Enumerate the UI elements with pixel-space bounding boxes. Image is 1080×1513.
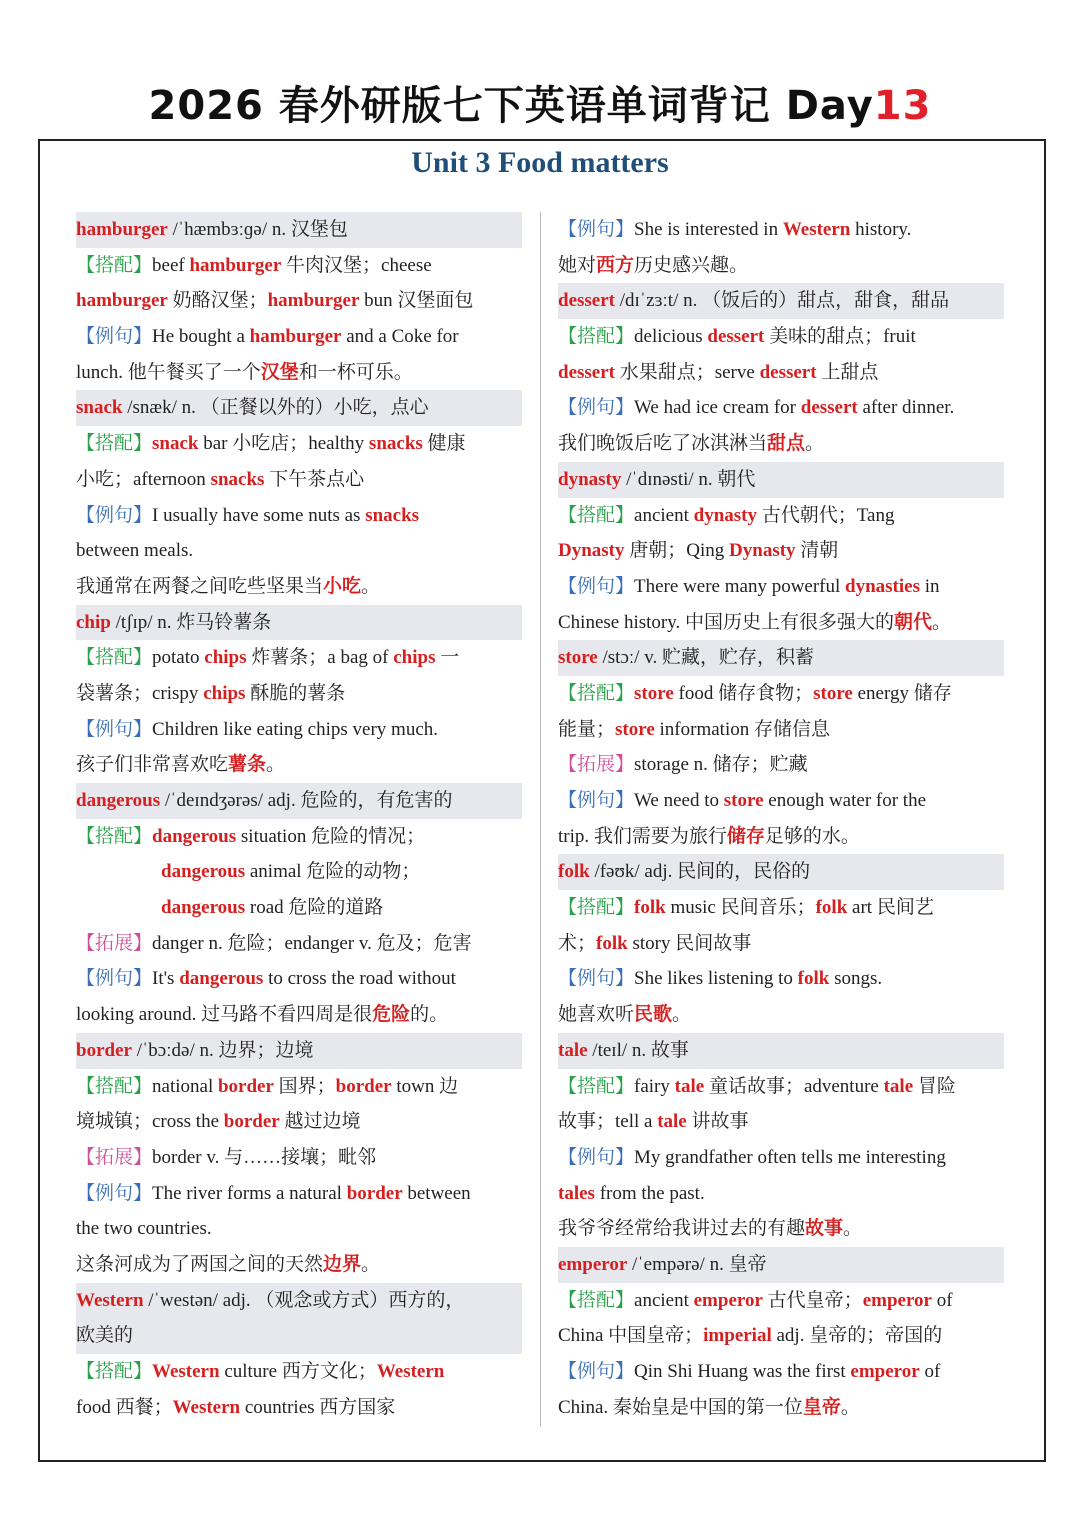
example-line <box>558 212 1004 248</box>
highlight: border <box>335 1075 392 1097</box>
tag-collocation: 【搭配】 <box>76 1075 153 1097</box>
text: songs. <box>829 968 883 990</box>
collocation-line <box>76 1104 522 1140</box>
highlight: dynasties <box>845 575 920 597</box>
highlight: store <box>813 682 853 704</box>
tag-example: 【例句】 <box>76 326 153 348</box>
headword-entry: /tʃɪp/ n. 炸马铃薯条 <box>110 611 272 633</box>
highlight: imperial <box>703 1325 772 1347</box>
text: 酥脆的薯条 <box>245 682 346 704</box>
collocation-line <box>76 1069 522 1105</box>
highlight: 皇帝 <box>802 1396 841 1418</box>
tag-example: 【例句】 <box>558 575 635 597</box>
example-line <box>76 1247 522 1283</box>
headword-row <box>76 1283 522 1319</box>
text: between meals. <box>76 540 194 562</box>
text: beef <box>152 254 190 276</box>
right-column <box>558 212 1004 1425</box>
text: food 储存食物； <box>673 682 814 704</box>
headword: snack <box>76 397 123 419</box>
unit-title: Unit 3 Food matters <box>411 146 669 179</box>
example-line <box>558 605 1004 641</box>
headword-entry: /teɪl/ n. 故事 <box>587 1039 689 1061</box>
example-line <box>558 819 1004 855</box>
tag-example: 【例句】 <box>558 968 635 990</box>
highlight: snack <box>152 433 199 455</box>
collocation-line <box>76 854 522 890</box>
collocation-line <box>558 355 1004 391</box>
highlight: border <box>223 1111 280 1133</box>
text: 。 <box>672 1004 692 1026</box>
text: 欧美的 <box>76 1325 134 1347</box>
text: 古代皇帝； <box>762 1289 863 1311</box>
collocation-line <box>558 498 1004 534</box>
headword-entry: /ˈbɔːdə/ n. 边界；边境 <box>131 1039 314 1061</box>
headword: Western <box>76 1289 144 1311</box>
text: 袋薯条；crispy <box>76 682 204 704</box>
extension-line <box>76 1140 522 1176</box>
highlight: chips <box>203 682 246 704</box>
text: potato <box>152 647 205 669</box>
text: China. 秦始皇是中国的第一位 <box>558 1396 803 1418</box>
highlight: border <box>217 1075 274 1097</box>
text: storage n. 储存；贮藏 <box>634 754 808 776</box>
extension-line <box>76 926 522 962</box>
highlight: dangerous <box>152 825 237 847</box>
highlight: chips <box>204 647 247 669</box>
text: the two countries. <box>76 1218 212 1240</box>
headword-row <box>76 212 522 248</box>
example-line <box>76 533 522 569</box>
collocation-line <box>558 676 1004 712</box>
highlight: hamburger <box>189 254 282 276</box>
highlight: 甜点 <box>767 433 806 455</box>
headword: dynasty <box>558 468 622 490</box>
highlight: dangerous <box>161 861 246 883</box>
text: 炸薯条；a bag of <box>246 647 394 669</box>
text: countries 西方国家 <box>240 1396 396 1418</box>
text: 水果甜点；serve <box>614 361 760 383</box>
highlight: Western <box>152 1361 220 1382</box>
headword-row-continued <box>76 1318 522 1354</box>
tag-collocation: 【搭配】 <box>76 647 153 669</box>
highlight: 汉堡 <box>260 361 299 383</box>
text: 她喜欢听 <box>558 1004 635 1026</box>
collocation-line <box>558 1283 1004 1319</box>
text: danger n. 危险；endanger v. 危及；危害 <box>152 932 472 954</box>
headword-entry: /ˈhæmbɜːɡə/ n. 汉堡包 <box>167 219 348 240</box>
example-line <box>558 569 1004 605</box>
text: 。 <box>932 611 952 633</box>
highlight: hamburger <box>249 326 342 348</box>
text: There were many powerful <box>634 575 846 597</box>
text: 童话故事；adventure <box>704 1075 884 1097</box>
example-line <box>76 355 522 391</box>
text: town 边 <box>391 1075 459 1097</box>
example-line <box>558 1176 1004 1212</box>
tag-example: 【例句】 <box>558 1361 635 1382</box>
highlight: tales <box>558 1182 595 1204</box>
tag-collocation: 【搭配】 <box>558 1075 635 1097</box>
highlight: dynasty <box>693 504 757 526</box>
tag-example: 【例句】 <box>558 1146 635 1168</box>
headword-row <box>558 1033 1004 1069</box>
text: animal 危险的动物； <box>245 861 421 883</box>
text: We need to <box>634 790 724 811</box>
text: He bought a <box>152 326 250 348</box>
collocation-line <box>76 283 522 319</box>
collocation-line <box>558 926 1004 962</box>
text: of <box>919 1361 941 1382</box>
text: information 存储信息 <box>654 718 830 740</box>
collocation-line <box>76 676 522 712</box>
headword-entry: /fəʊk/ adj. 民间的，民俗的 <box>589 861 811 883</box>
text: 。 <box>361 575 381 597</box>
text: 越过边境 <box>279 1111 361 1133</box>
text: 。 <box>805 433 825 455</box>
example-line <box>558 783 1004 819</box>
collocation-line <box>558 890 1004 926</box>
highlight: dessert <box>707 326 765 348</box>
collocation-line <box>558 319 1004 355</box>
headword: hamburger <box>76 219 168 240</box>
tag-example: 【例句】 <box>76 968 153 990</box>
example-line <box>558 390 1004 426</box>
text: music 民间音乐； <box>665 897 816 919</box>
text: 境城镇；cross the <box>76 1111 224 1133</box>
headword: border <box>76 1039 132 1061</box>
text: My grandfather often tells me interesting <box>634 1146 946 1168</box>
headword-entry: /ˈdeɪndʒərəs/ adj. 危险的，有危害的 <box>160 790 453 811</box>
text: 她对 <box>558 254 597 276</box>
text: trip. 我们需要为旅行 <box>558 825 727 847</box>
headword-row <box>76 390 522 426</box>
highlight: folk <box>596 932 628 954</box>
text: border v. 与……接壤；毗邻 <box>152 1146 377 1168</box>
highlight: snacks <box>365 504 420 526</box>
tag-example: 【例句】 <box>76 504 153 526</box>
example-line <box>558 961 1004 997</box>
headword: tale <box>558 1039 588 1061</box>
example-line <box>558 248 1004 284</box>
example-line <box>76 961 522 997</box>
collocation-line <box>76 462 522 498</box>
highlight: store <box>615 718 655 740</box>
headword: store <box>558 647 598 669</box>
text: and a Coke for <box>341 326 459 348</box>
text: 。 <box>266 754 286 776</box>
headword-entry: /snæk/ n. （正餐以外的）小吃，点心 <box>122 397 429 419</box>
text: Children like eating chips very much. <box>152 718 438 740</box>
highlight: snacks <box>368 433 423 455</box>
example-line <box>76 1211 522 1247</box>
highlight: Western <box>376 1361 445 1382</box>
text: 奶酪汉堡； <box>167 290 268 312</box>
highlight: dessert <box>759 361 817 383</box>
headword-row <box>558 283 1004 319</box>
tag-example: 【例句】 <box>76 1182 153 1204</box>
highlight: 危险 <box>372 1004 411 1026</box>
tag-extension: 【拓展】 <box>76 1146 153 1168</box>
text: 我爷爷经常给我讲过去的有趣 <box>558 1218 806 1240</box>
text: after dinner. <box>857 397 955 419</box>
highlight: store <box>634 682 674 704</box>
highlight: store <box>723 790 764 811</box>
headword-row <box>76 783 522 819</box>
text: China 中国皇帝； <box>558 1325 704 1347</box>
highlight: emperor <box>693 1289 763 1311</box>
text: 小吃；afternoon <box>76 468 211 490</box>
collocation-line <box>76 890 522 926</box>
headword-entry: /ˈdɪnəsti/ n. 朝代 <box>621 468 756 490</box>
headword: dangerous <box>76 790 161 811</box>
text: 。 <box>840 1396 860 1418</box>
headword-entry: /dɪˈzɜːt/ n. （饭后的）甜点，甜食，甜品 <box>614 290 950 312</box>
text: of <box>931 1289 953 1311</box>
text: 讲故事 <box>686 1111 749 1133</box>
headword: chip <box>76 611 111 633</box>
tag-example: 【例句】 <box>558 397 635 419</box>
collocation-line <box>76 426 522 462</box>
text: history. <box>850 219 912 240</box>
column-divider <box>540 212 541 1427</box>
example-line <box>76 1176 522 1212</box>
text: adj. 皇帝的；帝国的 <box>771 1325 943 1347</box>
tag-example: 【例句】 <box>558 790 635 811</box>
highlight: emperor <box>862 1289 932 1311</box>
extension-line <box>558 747 1004 783</box>
example-line <box>76 997 522 1033</box>
highlight: 薯条 <box>228 754 267 776</box>
highlight: hamburger <box>267 290 360 312</box>
highlight: emperor <box>850 1361 920 1382</box>
text: fairy <box>634 1075 675 1097</box>
text: We had ice cream for <box>634 397 801 419</box>
text: 健康 <box>422 433 466 455</box>
highlight: Dynasty <box>729 540 796 562</box>
highlight: Western <box>172 1396 241 1418</box>
text: enough water for the <box>763 790 927 811</box>
text: to cross the road without <box>263 968 456 990</box>
text: culture 西方文化； <box>219 1361 377 1382</box>
tag-extension: 【拓展】 <box>558 754 635 776</box>
tag-extension: 【拓展】 <box>76 932 153 954</box>
text: 上甜点 <box>816 361 879 383</box>
page-title-main: 2026 春外研版七下英语单词背记 Day <box>148 83 874 129</box>
text: Qin Shi Huang was the first <box>634 1361 851 1382</box>
text: energy 储存 <box>852 682 952 704</box>
text: 我通常在两餐之间吃些坚果当 <box>76 575 324 597</box>
left-column <box>76 212 522 1425</box>
text: 。 <box>361 1253 381 1275</box>
tag-collocation: 【搭配】 <box>558 897 635 919</box>
tag-collocation: 【搭配】 <box>76 254 153 276</box>
example-line <box>558 1140 1004 1176</box>
text: bar 小吃店；healthy <box>198 433 369 455</box>
collocation-line <box>76 1390 522 1426</box>
text: 和一杯可乐。 <box>298 361 413 383</box>
day-number: 13 <box>873 83 932 129</box>
text: lunch. 他午餐买了一个 <box>76 361 261 383</box>
headword-row <box>76 1033 522 1069</box>
highlight: folk <box>634 897 666 919</box>
text: from the past. <box>594 1182 705 1204</box>
text: in <box>920 575 940 597</box>
text: I usually have some nuts as <box>152 504 366 526</box>
text: 孩子们非常喜欢吃 <box>76 754 229 776</box>
tag-collocation: 【搭配】 <box>76 1361 153 1382</box>
text: 的。 <box>410 1004 449 1026</box>
text: 能量； <box>558 718 616 740</box>
text: Chinese history. 中国历史上有很多强大的 <box>558 611 895 633</box>
text: She is interested in <box>634 219 783 240</box>
headword-row <box>558 1247 1004 1283</box>
text: 我们晚饭后吃了冰淇淋当 <box>558 433 768 455</box>
tag-collocation: 【搭配】 <box>76 825 153 847</box>
highlight: chips <box>393 647 436 669</box>
headword-entry: /stɔː/ v. 贮藏，贮存，积蓄 <box>597 647 814 669</box>
tag-collocation: 【搭配】 <box>558 1289 635 1311</box>
headword: dessert <box>558 290 615 312</box>
collocation-line <box>76 640 522 676</box>
collocation-line <box>76 248 522 284</box>
collocation-line <box>558 712 1004 748</box>
example-line <box>76 747 522 783</box>
text: ancient <box>634 504 694 526</box>
tag-example: 【例句】 <box>76 718 153 740</box>
highlight: 边界 <box>323 1253 362 1275</box>
text: 历史感兴趣。 <box>634 254 749 276</box>
example-line <box>76 569 522 605</box>
text: 古代朝代；Tang <box>756 504 895 526</box>
headword: emperor <box>558 1253 628 1275</box>
tag-example: 【例句】 <box>558 219 635 240</box>
collocation-line <box>558 533 1004 569</box>
headword-row <box>558 462 1004 498</box>
example-line <box>558 1390 1004 1426</box>
highlight: dessert <box>800 397 858 419</box>
highlight: tale <box>674 1075 705 1097</box>
collocation-line <box>558 1318 1004 1354</box>
text: 国界； <box>273 1075 336 1097</box>
highlight: Dynasty <box>558 540 625 562</box>
text: She likes listening to <box>634 968 798 990</box>
collocation-line <box>76 1354 522 1390</box>
example-line <box>76 319 522 355</box>
highlight: border <box>346 1182 403 1204</box>
collocation-line <box>76 819 522 855</box>
tag-collocation: 【搭配】 <box>558 682 635 704</box>
text: road 危险的道路 <box>245 897 384 919</box>
text: 唐朝；Qing <box>624 540 730 562</box>
text: 故事；tell a <box>558 1111 658 1133</box>
example-line <box>76 712 522 748</box>
highlight: dangerous <box>179 968 264 990</box>
highlight: hamburger <box>76 290 168 312</box>
tag-collocation: 【搭配】 <box>76 433 153 455</box>
text: 这条河成为了两国之间的天然 <box>76 1253 324 1275</box>
highlight: 储存 <box>726 825 765 847</box>
text: 冒险 <box>913 1075 956 1097</box>
headword: folk <box>558 861 590 883</box>
text: ancient <box>634 1289 694 1311</box>
text: art 民间艺 <box>847 897 934 919</box>
highlight: Western <box>782 219 851 240</box>
highlight: 故事 <box>805 1218 844 1240</box>
example-line <box>76 498 522 534</box>
text: between <box>402 1182 471 1204</box>
highlight: 朝代 <box>894 611 933 633</box>
text: 下午茶点心 <box>264 468 365 490</box>
highlight: folk <box>815 897 848 919</box>
example-line <box>558 997 1004 1033</box>
highlight: 民歌 <box>634 1004 673 1026</box>
headword-entry: /ˈwestən/ adj. （观念或方式）西方的， <box>143 1289 465 1311</box>
text: food 西餐； <box>76 1396 173 1418</box>
tag-collocation: 【搭配】 <box>558 504 635 526</box>
headword-row <box>76 605 522 641</box>
collocation-line <box>558 1104 1004 1140</box>
text: bun 汉堡面包 <box>359 290 474 312</box>
highlight: snacks <box>210 468 265 490</box>
text: 足够的水。 <box>764 825 860 847</box>
headword-row <box>558 640 1004 676</box>
example-line <box>558 426 1004 462</box>
text: 牛肉汉堡；cheese <box>281 254 432 276</box>
text: 清朝 <box>795 540 839 562</box>
text: It's <box>152 968 180 990</box>
page-title <box>0 78 1080 134</box>
text: national <box>152 1075 218 1097</box>
highlight: dessert <box>558 361 615 383</box>
text: The river forms a natural <box>152 1182 347 1204</box>
highlight: folk <box>797 968 830 990</box>
headword-row <box>558 854 1004 890</box>
highlight: tale <box>883 1075 914 1097</box>
highlight: dangerous <box>161 897 246 919</box>
collocation-line <box>558 1069 1004 1105</box>
tag-collocation: 【搭配】 <box>558 326 635 348</box>
text: situation 危险的情况； <box>236 825 426 847</box>
example-line <box>558 1354 1004 1390</box>
text: delicious <box>634 326 708 348</box>
text: 术； <box>558 932 597 954</box>
highlight: tale <box>657 1111 687 1133</box>
highlight: 小吃 <box>323 575 362 597</box>
example-line <box>558 1211 1004 1247</box>
text: looking around. 过马路不看四周是很 <box>76 1004 373 1026</box>
text: 。 <box>843 1218 863 1240</box>
text: 一 <box>435 647 460 669</box>
text: 美味的甜点；fruit <box>764 326 916 348</box>
text: story 民间故事 <box>627 932 752 954</box>
headword-entry: /ˈempərə/ n. 皇帝 <box>627 1253 767 1275</box>
highlight: 西方 <box>596 254 635 276</box>
